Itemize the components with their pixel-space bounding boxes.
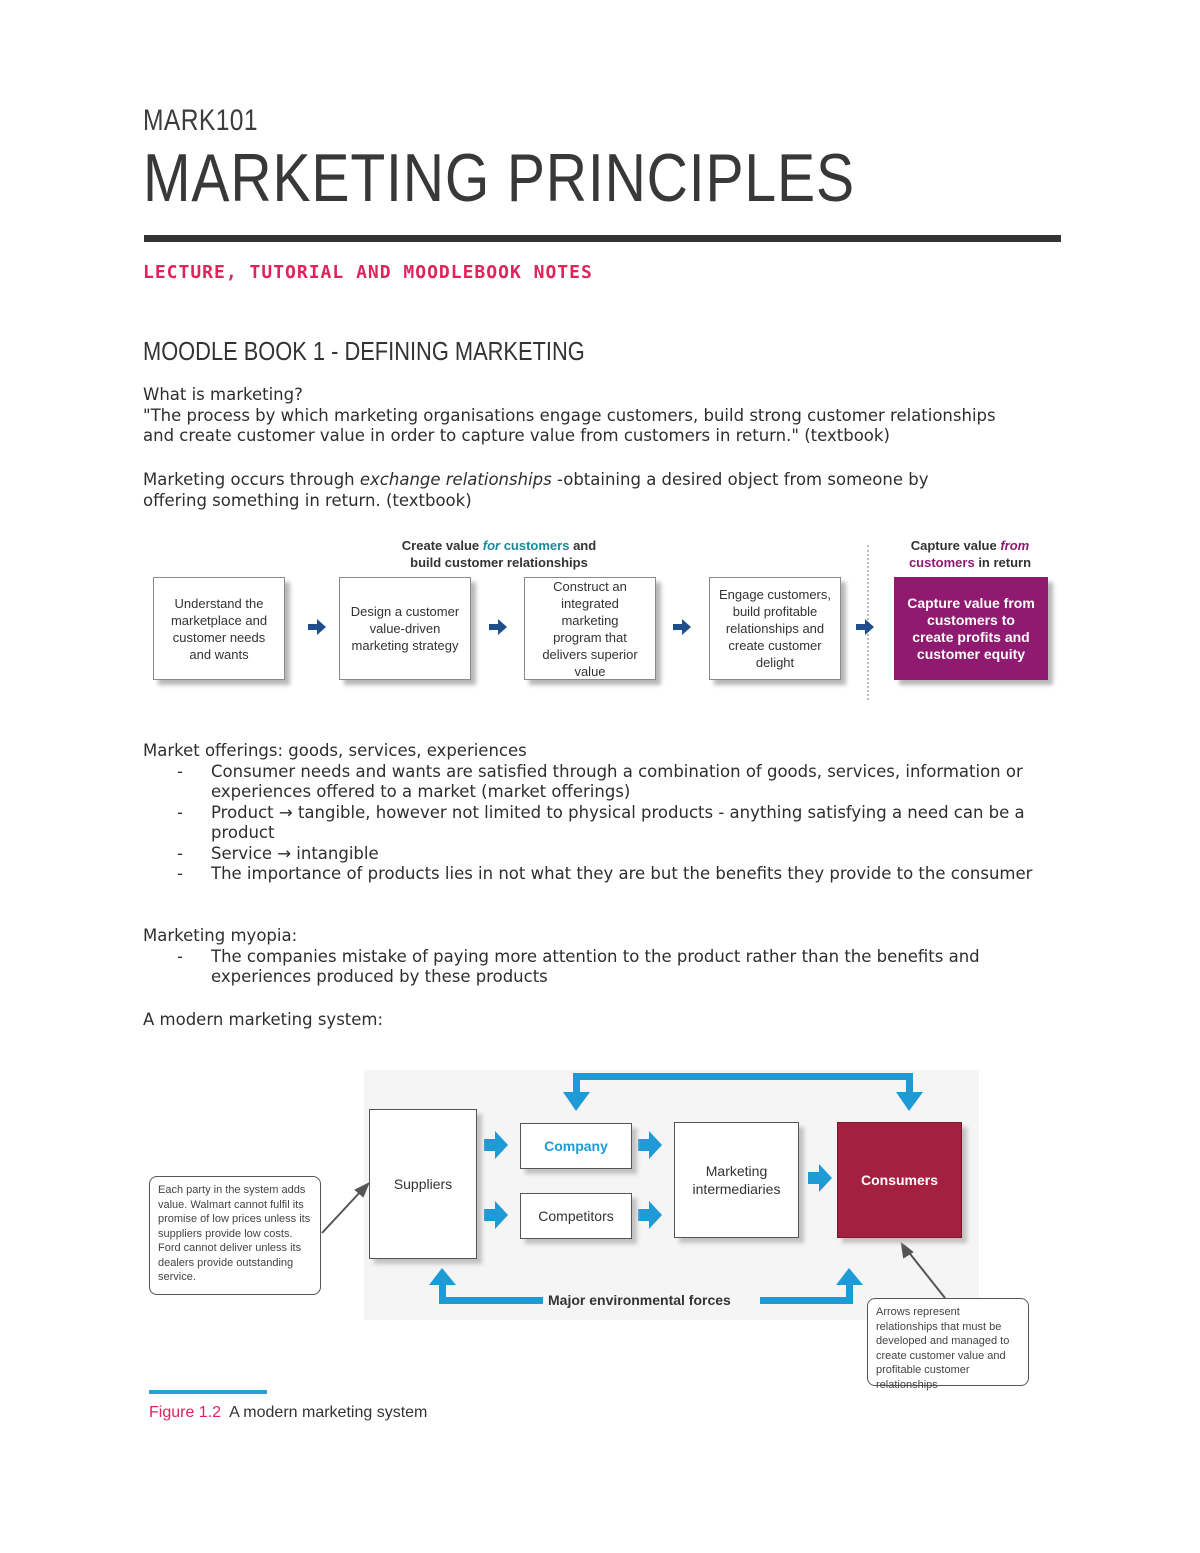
consumers-label: Consumers bbox=[860, 1172, 939, 1188]
exchange-term: exchange relationships bbox=[359, 470, 552, 489]
caption-bar bbox=[149, 1390, 267, 1394]
callout-left bbox=[149, 1176, 321, 1295]
environmental-forces-label: Major environmental forces bbox=[548, 1292, 731, 1308]
callout-text: Each party in the system adds value. Walmart cannot fulfil its promise of low prices unless its suppliers provide low costs. Ford cannot deliver unless its dealers provide outstanding service. bbox=[158, 1184, 311, 1283]
figure-header-text: in return bbox=[974, 555, 1032, 570]
list-item: - The companies mistake of paying more attention to the product rather than the benefits and experiences produced by these products bbox=[143, 947, 1073, 988]
figure-header-text: Create value bbox=[401, 538, 483, 553]
figure-header-text: and bbox=[569, 538, 597, 553]
page-title: MARKETING PRINCIPLES bbox=[143, 140, 855, 216]
competitors-label: Competitors bbox=[538, 1208, 614, 1224]
figure-header-text: Capture value bbox=[910, 538, 1001, 553]
callout-right bbox=[867, 1298, 1029, 1391]
figure-header-emph: from bbox=[1000, 538, 1030, 553]
figure-header-emph: customers bbox=[500, 538, 570, 553]
page-subtitle: LECTURE, TUTORIAL AND MOODLEBOOK NOTES bbox=[143, 262, 593, 283]
top-loop-arrow-icon bbox=[563, 1073, 923, 1111]
figure-header-line: build customer relationships bbox=[410, 555, 588, 570]
company-box bbox=[520, 1123, 632, 1169]
intermediaries-label: Marketing intermediaries bbox=[692, 1163, 781, 1197]
exchange-line: offering something in return. (textbook) bbox=[143, 490, 472, 510]
suppliers-label: Suppliers bbox=[393, 1176, 453, 1192]
figure-header-emph: for bbox=[482, 538, 501, 553]
company-label: Company bbox=[544, 1138, 608, 1154]
course-code: MARK101 bbox=[143, 104, 258, 137]
process-step-label: Design a customer value-driven marketing strategy bbox=[350, 604, 460, 653]
exchange-text: -obtaining a desired object from someone by bbox=[551, 470, 929, 489]
list-item: - The importance of products lies in not what they are but the benefits they provide to the consumer bbox=[143, 864, 1073, 885]
offerings-title: Market offerings: goods, services, experiences bbox=[143, 741, 527, 760]
intermediaries-box bbox=[674, 1122, 799, 1238]
process-step-label: Understand the marketplace and customer needs and wants bbox=[170, 595, 268, 662]
process-step-label: Construct an integrated marketing program that delivers superior value bbox=[542, 578, 638, 679]
myopia-title: Marketing myopia: bbox=[143, 926, 298, 945]
definition-line: and create customer value in order to capture value from customers in return." (textbook) bbox=[143, 426, 890, 445]
suppliers-box bbox=[369, 1109, 477, 1259]
figure-header-emph: customers bbox=[908, 555, 975, 570]
definition-line: "The process by which marketing organisations engage customers, build strong customer relationships bbox=[143, 405, 996, 425]
exchange-text: Marketing occurs through bbox=[143, 470, 360, 489]
list-item: - Consumer needs and wants are satisfied through a combination of goods, services, information or experiences offered to a market (market offerings) bbox=[143, 762, 1073, 803]
competitors-box bbox=[520, 1193, 632, 1239]
figure-caption-text: A modern marketing system bbox=[229, 1404, 428, 1421]
process-step-label: Engage customers, build profitable relationships and create customer delight bbox=[718, 587, 831, 670]
callout-text: Arrows represent relationships that must be developed and managed to create customer value and profitable customer relationships bbox=[876, 1306, 1010, 1391]
section-heading: MOODLE BOOK 1 - DEFINING MARKETING bbox=[143, 336, 585, 366]
list-item: - Product → tangible, however not limited to physical products - anything satisfying a need can be a product bbox=[143, 803, 1073, 844]
list-item: - Service → intangible bbox=[143, 844, 1073, 865]
figure-caption bbox=[149, 1404, 427, 1422]
question-line: What is marketing? bbox=[143, 385, 303, 404]
process-step-label: Capture value from customers to create profits and customer equity bbox=[907, 594, 1035, 662]
figure-caption-number: Figure 1.2 bbox=[149, 1404, 222, 1421]
consumers-box bbox=[837, 1122, 962, 1238]
modern-system-label: A modern marketing system: bbox=[143, 1010, 384, 1029]
